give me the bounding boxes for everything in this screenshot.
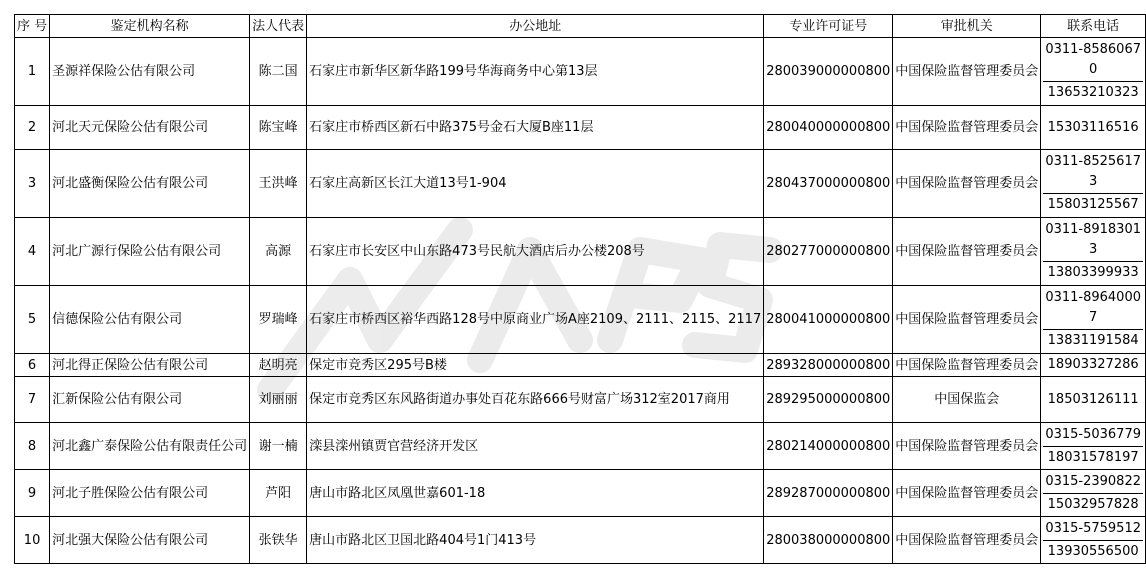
license-number: 289295000000800 — [764, 377, 893, 423]
phone-line: 0311-85860670 — [1045, 42, 1141, 77]
phone-line: 18903327286 — [1047, 357, 1139, 372]
approval-authority: 中国保险监督管理委员会 — [893, 150, 1041, 218]
institution-name: 河北得正保险公估有限公司 — [50, 354, 250, 377]
row-index: 1 — [15, 38, 50, 106]
header-approval-authority: 审批机关 — [893, 15, 1041, 38]
table-row — [15, 286, 1146, 354]
approval-authority: 中国保监会 — [893, 377, 1041, 423]
row-index: 4 — [15, 218, 50, 286]
row-index: 9 — [15, 470, 50, 517]
office-address: 石家庄市桥西区新石中路375号金石大厦B座11层 — [307, 106, 764, 150]
row-index: 5 — [15, 286, 50, 354]
table-row — [15, 150, 1146, 218]
table-row — [15, 354, 1146, 377]
contact-phone — [1041, 150, 1146, 218]
table-row — [15, 470, 1146, 517]
row-index: 2 — [15, 106, 50, 150]
office-address: 石家庄市新华区新华路199号华海商务中心第13层 — [307, 38, 764, 106]
legal-representative: 芦阳 — [250, 470, 307, 517]
phone-line: 15303116516 — [1047, 119, 1139, 135]
legal-representative: 赵明亮 — [250, 354, 307, 377]
approval-authority: 中国保险监督管理委员会 — [893, 38, 1041, 106]
institution-name: 河北盛衡保险公估有限公司 — [50, 150, 250, 218]
phone-line: 0311-89640007 — [1045, 290, 1141, 325]
license-number: 280437000000800 — [764, 150, 893, 218]
contact-phone — [1041, 423, 1146, 470]
contact-phone — [1041, 38, 1146, 106]
insurance-appraisal-registry-table — [14, 14, 1146, 564]
table-row — [15, 377, 1146, 423]
office-address: 保定市竞秀区东风路街道办事处百花东路666号财富广场312室2017商用 — [307, 377, 764, 423]
approval-authority: 中国保险监督管理委员会 — [893, 354, 1041, 377]
license-number: 280038000000800 — [764, 517, 893, 564]
table-row — [15, 38, 1146, 106]
contact-phone — [1041, 218, 1146, 286]
office-address: 石家庄市长安区中山东路473号民航大酒店后办公楼208号 — [307, 218, 764, 286]
approval-authority: 中国保险监督管理委员会 — [893, 517, 1041, 564]
phone-line: 13653210323 — [1043, 81, 1143, 104]
header-office-address: 办公地址 — [307, 15, 764, 38]
contact-phone — [1041, 377, 1146, 423]
phone-line: 18031578197 — [1043, 446, 1143, 469]
contact-phone — [1041, 286, 1146, 354]
header-institution-name: 鉴定机构名称 — [50, 15, 250, 38]
institution-name: 信德保险公估有限公司 — [50, 286, 250, 354]
legal-representative: 陈二国 — [250, 38, 307, 106]
phone-line: 15032957828 — [1043, 493, 1143, 516]
row-index: 10 — [15, 517, 50, 564]
institution-name: 圣源祥保险公估有限公司 — [50, 38, 250, 106]
license-number: 280039000000800 — [764, 38, 893, 106]
table-row — [15, 218, 1146, 286]
license-number: 289287000000800 — [764, 470, 893, 517]
institution-name: 河北天元保险公估有限公司 — [50, 106, 250, 150]
header-legal-representative: 法人代表 — [250, 15, 307, 38]
institution-name: 河北鑫广泰保险公估有限责任公司 — [50, 423, 250, 470]
institution-name: 河北广源行保险公估有限公司 — [50, 218, 250, 286]
table-header-row — [15, 15, 1146, 38]
institution-name: 河北强大保险公估有限公司 — [50, 517, 250, 564]
header-index: 序 号 — [15, 15, 50, 38]
approval-authority: 中国保险监督管理委员会 — [893, 470, 1041, 517]
contact-phone — [1041, 106, 1146, 150]
row-index: 7 — [15, 377, 50, 423]
office-address: 石家庄高新区长江大道13号1-904 — [307, 150, 764, 218]
legal-representative: 谢一楠 — [250, 423, 307, 470]
office-address: 唐山市路北区卫国北路404号1门413号 — [307, 517, 764, 564]
phone-line: 0315-5759512 — [1045, 521, 1141, 536]
license-number: 289328000000800 — [764, 354, 893, 377]
license-number: 280277000000800 — [764, 218, 893, 286]
table-row — [15, 517, 1146, 564]
legal-representative: 刘丽丽 — [250, 377, 307, 423]
header-license-number: 专业许可证号 — [764, 15, 893, 38]
row-index: 8 — [15, 423, 50, 470]
office-address: 保定市竞秀区295号B楼 — [307, 354, 764, 377]
row-index: 3 — [15, 150, 50, 218]
header-contact-phone: 联系电话 — [1041, 15, 1146, 38]
phone-line: 0311-85256173 — [1045, 154, 1141, 189]
approval-authority: 中国保险监督管理委员会 — [893, 423, 1041, 470]
institution-name: 汇新保险公估有限公司 — [50, 377, 250, 423]
row-index: 6 — [15, 354, 50, 377]
approval-authority: 中国保险监督管理委员会 — [893, 218, 1041, 286]
legal-representative: 陈宝峰 — [250, 106, 307, 150]
legal-representative: 罗瑞峰 — [250, 286, 307, 354]
phone-line: 18503126111 — [1047, 391, 1139, 407]
institution-name: 河北子胜保险公估有限公司 — [50, 470, 250, 517]
legal-representative: 王洪峰 — [250, 150, 307, 218]
office-address: 石家庄市桥西区裕华西路128号中原商业广场A座2109、2111、2115、2117 — [307, 286, 764, 354]
license-number: 280214000000800 — [764, 423, 893, 470]
phone-line: 0311-89183013 — [1045, 222, 1141, 257]
phone-line: 13803399933 — [1043, 261, 1143, 284]
approval-authority: 中国保险监督管理委员会 — [893, 106, 1041, 150]
legal-representative: 张铁华 — [250, 517, 307, 564]
contact-phone — [1041, 470, 1146, 517]
license-number: 280040000000800 — [764, 106, 893, 150]
license-number: 280041000000800 — [764, 286, 893, 354]
office-address: 唐山市路北区凤凰世嘉601-18 — [307, 470, 764, 517]
phone-line: 0315-2390822 — [1045, 474, 1141, 489]
table-row — [15, 106, 1146, 150]
table-row — [15, 423, 1146, 470]
phone-line: 13831191584 — [1043, 329, 1143, 352]
contact-phone — [1041, 517, 1146, 564]
contact-phone — [1041, 354, 1146, 377]
phone-line: 15803125567 — [1043, 193, 1143, 216]
office-address: 滦县滦州镇贾官营经济开发区 — [307, 423, 764, 470]
phone-line: 13930556500 — [1043, 540, 1143, 563]
approval-authority: 中国保险监督管理委员会 — [893, 286, 1041, 354]
legal-representative: 高源 — [250, 218, 307, 286]
phone-line: 0315-5036779 — [1045, 427, 1141, 442]
